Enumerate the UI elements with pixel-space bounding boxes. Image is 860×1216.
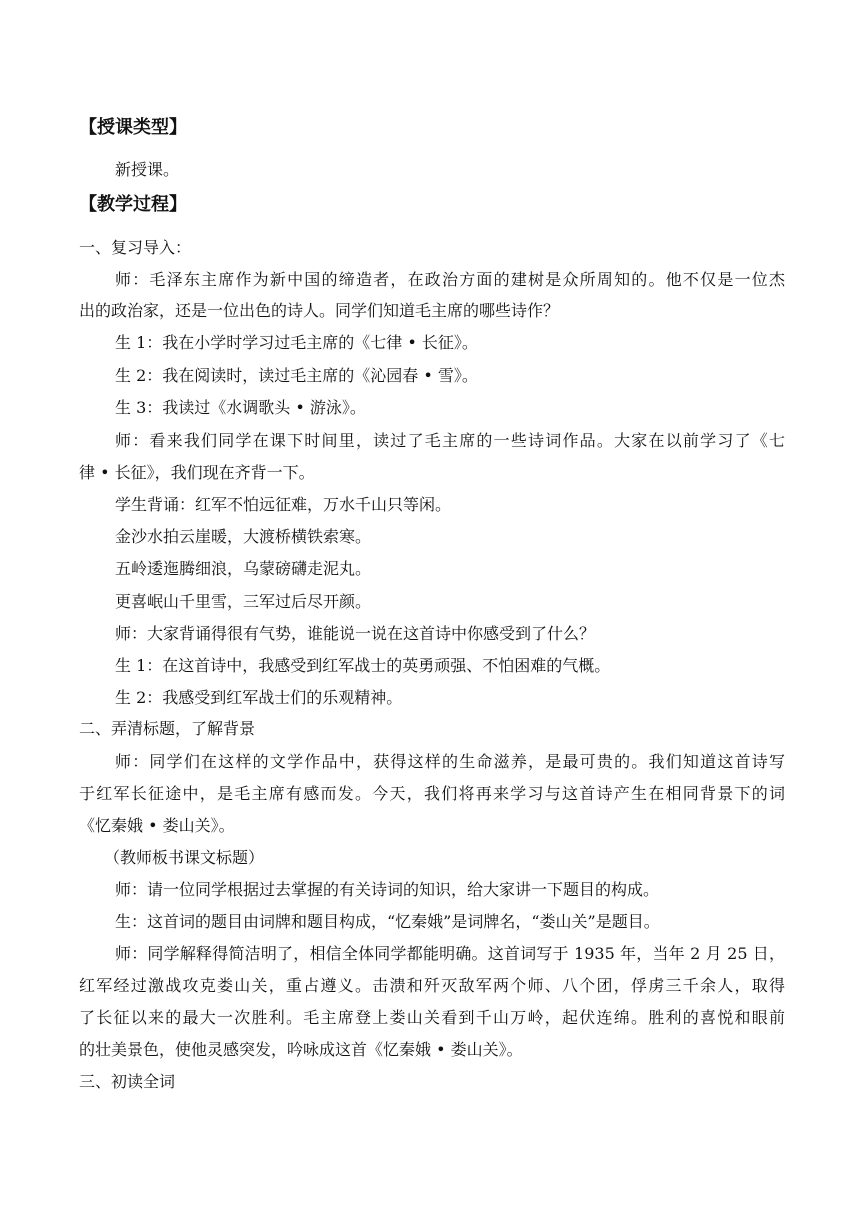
teacher-request: 师：请一位同学根据过去掌握的有关诗词的知识，给大家讲一下题目的构成。 (115, 880, 660, 899)
poem-line-4: 更喜岷山千里雪，三军过后尽开颜。 (115, 592, 372, 611)
teacher-history-line3: 了长征以来的最大一次胜利。毛主席登上娄山关看到千山万岭，起伏连绵。胜利的喜悦和眼前 (79, 1008, 785, 1027)
teacher-background-line2: 于红军长征途中，是毛主席有感而发。今天，我们将再来学习与这首诗产生在相同背景下的词 (79, 784, 785, 803)
poem-line-2: 金沙水拍云崖暖，大渡桥横铁索寒。 (115, 527, 372, 546)
teacher-background-line3: 《忆秦娥 • 娄山关》。 (79, 816, 235, 835)
heading-teaching-process: 【教学过程】 (79, 194, 187, 215)
poem-line-1: 学生背诵：红军不怕远征难，万水千山只等闲。 (115, 495, 452, 514)
student2-answer: 生 2：我在阅读时，读过毛主席的《沁园春 • 雪》。 (115, 366, 478, 385)
paragraph-teacher-intro-line1: 师：毛泽东主席作为新中国的缔造者，在政治方面的建树是众所周知的。他不仅是一位杰 (115, 270, 785, 289)
section-review-intro: 一、复习导入： (79, 238, 192, 257)
teacher-history-line2: 红军经过激战攻克娄山关，重占遵义。击溃和歼灭敌军两个师、八个团，俘虏三千余人，取得 (79, 976, 785, 995)
teacher-question: 师：大家背诵得很有气势，谁能说一说在这首诗中你感受到了什么？ (115, 624, 596, 643)
teacher-history-line4: 的壮美景色，使他灵感突发，吟咏成这首《忆秦娥 • 娄山关》。 (79, 1040, 523, 1059)
teacher-background-line1: 师：同学们在这样的文学作品中，获得这样的生命滋养，是最可贵的。我们知道这首诗写 (115, 752, 785, 771)
teacher-recite-line2: 律 • 长征》，我们现在齐背一下。 (79, 463, 315, 482)
paragraph-teacher-intro-line2: 出的政治家，还是一位出色的诗人。同学们知道毛主席的哪些诗作？ (79, 301, 560, 320)
student-title-explanation: 生：这首词的题目由词牌和题目构成，“忆秦娥”是词牌名，“娄山关”是题目。 (115, 912, 660, 931)
section-title-background: 二、弄清标题，了解背景 (79, 719, 256, 738)
student1-feeling: 生 1：在这首诗中，我感受到红军战士的英勇顽强、不怕困难的气概。 (115, 656, 611, 675)
teacher-recite-line1: 师：看来我们同学在课下时间里，读过了毛主席的一些诗词作品。大家在以前学习了《七 (115, 431, 785, 450)
board-note: （教师板书课文标题） (104, 848, 265, 867)
student2-feeling: 生 2：我感受到红军战士们的乐观精神。 (115, 688, 403, 707)
teacher-history-line1: 师：同学解释得简洁明了，相信全体同学都能明确。这首词写于 1935 年，当年 2 月 25 日， (115, 944, 785, 963)
poem-line-3: 五岭逶迤腾细浪，乌蒙磅礴走泥丸。 (115, 559, 372, 578)
heading-lesson-type: 【授课类型】 (79, 117, 187, 138)
lesson-type-value: 新授课。 (115, 160, 180, 179)
section-first-reading: 三、初读全词 (79, 1072, 176, 1091)
student1-answer: 生 1：我在小学时学习过毛主席的《七律 • 长征》。 (115, 333, 478, 352)
student3-answer: 生 3：我读过《水调歌头 • 游泳》。 (115, 398, 366, 417)
